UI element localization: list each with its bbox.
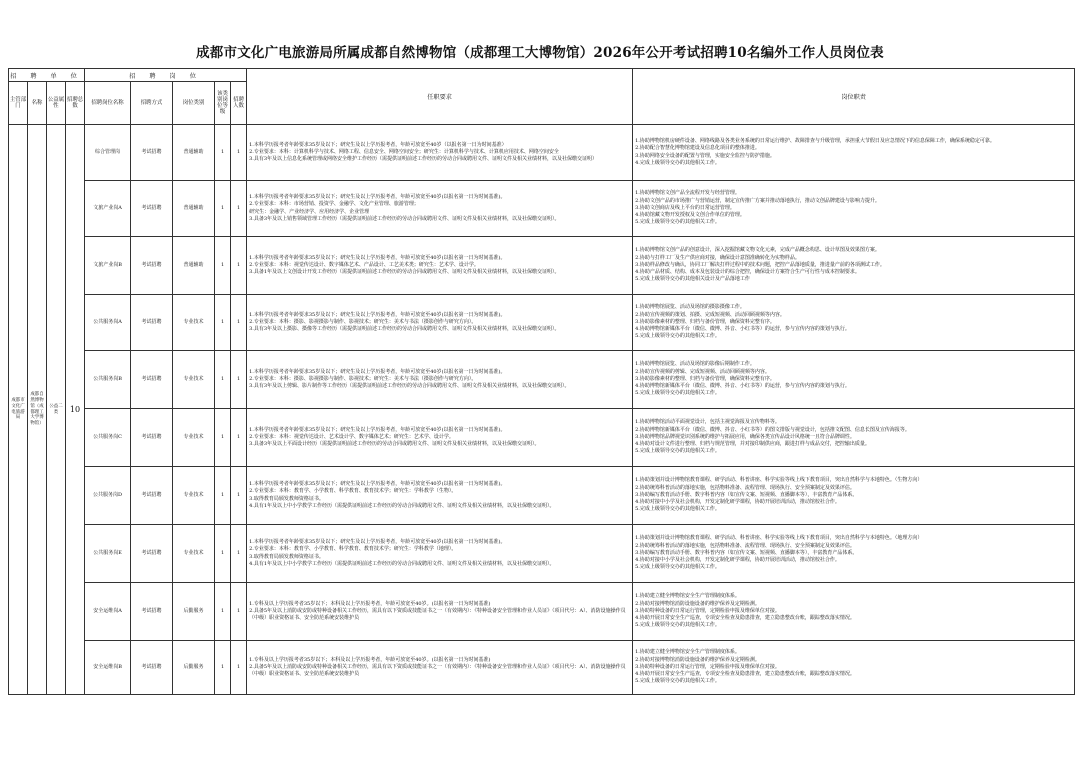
header-level: 该类别岗位等级: [215, 82, 231, 125]
post-name: 综合管理岗: [85, 125, 131, 181]
requirement-line: 1.本科学历报考者年龄要求35岁及以下；研究生及以上学历报考者，年龄可放宽至40岁(以报名第一日为时间基准)。: [249, 368, 506, 375]
duty-line: 3.协助特种设备的日常运行管理，定期检验申报及维保单位对接。: [635, 607, 780, 614]
header-group-post: 招 聘 岗 位: [85, 69, 247, 82]
post-category: 专业技术: [173, 295, 215, 351]
header-method: 招聘方式: [131, 82, 173, 125]
post-requirements: [247, 295, 633, 351]
duty-line: 3.协助编写教育活动手册、数字科普内容（如宣传文案、短视频、直播脚本等），丰富教育产品体系。: [635, 549, 858, 556]
post-duties: [633, 583, 1075, 641]
post-method: 考试招聘: [131, 351, 173, 409]
post-count: 1: [231, 641, 247, 695]
duty-line: 1.协助博物馆展览、活动及场馆的摄影摄像工作。: [635, 304, 745, 311]
post-requirements: [247, 351, 633, 409]
post-level: 1: [215, 125, 231, 181]
post-name: 公共服务岗B: [85, 351, 131, 409]
post-duties: [633, 351, 1075, 409]
post-duties: [633, 641, 1075, 695]
post-duties: [633, 467, 1075, 525]
post-category: 专业技术: [173, 409, 215, 467]
header-duties: 岗位职责: [633, 69, 1075, 125]
duty-line: 4.协助开展日常安全生产巡查，专项安全检查及隐患排查，建立隐患整改台账，跟踪整改落实情况。: [635, 671, 855, 678]
duty-line: 3.协助影像素材的整理、归档与备份管理，确保资料完整有序。: [635, 375, 775, 382]
requirement-line: 1.本科学历报考者年龄要求35岁及以下；研究生及以上学历报考者，年龄可放宽至40岁(以报名第一日为时间基准)。: [249, 481, 506, 487]
duty-line: 2.协助博物馆新媒体平台（微信、微博、抖音、小红书等）的图文排版与视觉设计，包括推文配图、信息长图及宣传海报等。: [635, 426, 910, 433]
post-category: 专业技术: [173, 525, 215, 583]
header-post-name: 招聘岗位名称: [85, 82, 131, 125]
post-category: 普通辅助: [173, 237, 215, 295]
header-name: 名称: [28, 82, 47, 125]
requirement-line: 研究生：金融学、产业经济学、应用经济学、企业管理: [249, 208, 370, 215]
requirement-line: 3.取得教育局颁发教师资格证书。: [249, 495, 324, 502]
duty-line: 5.完成上级领导交办的其他相关工作。: [635, 506, 720, 513]
duty-line: 2.协助文创产品的市场推广与营销运营，制定宣传推广方案并推动落地执行，推动文创品牌建设与影响力提升。: [635, 197, 880, 204]
post-name: 安全运维岗B: [85, 641, 131, 695]
post-name: 文旅产业岗A: [85, 181, 131, 237]
table-row: [9, 125, 1075, 181]
post-requirements: [247, 181, 633, 237]
requirement-line: 2.具备5年及以上消防或安防或特种设备相关工作经历，需具有以下资质或技能证书之一（有效期内）：《特种设备安全管理和作业人员证》（项目代号：A）、消防设施操作员（中级）职业资格证书、安全防范系统安装维护员: [249, 607, 626, 622]
post-name: 安全运维岗A: [85, 583, 131, 641]
post-requirements: [247, 583, 633, 641]
post-duties: [633, 409, 1075, 467]
page-title: 成都市文化广电旅游局所属成都自然博物馆（成都理工大博物馆）2026年公开考试招聘10名编外工作人员岗位表: [196, 45, 884, 61]
duty-line: 1.协助博物馆活动平面视觉设计，包括主视觉海报及宣传物料等。: [635, 419, 780, 426]
post-method: 考试招聘: [131, 467, 173, 525]
duty-line: 3.协助特种设备的日常运行管理，定期检验申报及维保单位对接。: [635, 663, 780, 670]
requirement-line: 1.本科学历报考者年龄要求35岁及以下；研究生及以上学历报考者，年龄可放宽至40岁(以报名第一日为时间基准)。: [249, 426, 506, 433]
table-row: [9, 409, 1075, 467]
post-duties: [633, 295, 1075, 351]
header-category: 岗位类别: [173, 82, 215, 125]
duty-line: 1.协助建立健全博物馆安全生产管理制度体系。: [635, 649, 740, 656]
unit-name: 成都自然博物馆（成都理工大学博物馆）: [28, 125, 47, 695]
post-level: 1: [215, 583, 231, 641]
requirement-line: 1.本科学历报考者年龄要求35岁及以下；研究生及以上学历报考者，年龄可放宽至40岁(以报名第一日为时间基准)。: [249, 311, 506, 318]
post-method: 考试招聘: [131, 525, 173, 583]
duty-line: 5.完成上级领导交办的其他相关设计及产品落地工作: [635, 276, 750, 283]
header-requirements: 任职要求: [247, 69, 633, 125]
table-row: [9, 467, 1075, 525]
duty-line: 3.协助编写教育活动手册、数字科普内容（如宣传文案、短视频、直播脚本等），丰富教育产品体系。: [635, 491, 858, 498]
duty-line: 1.协助博物馆文创产品的创意设计，深入挖掘馆藏文物文化元素，完成产品概念构思、设计草图及效果图方案。: [635, 247, 880, 254]
table-row: [9, 181, 1075, 237]
post-count: 1: [231, 237, 247, 295]
post-name: 公共服务岗D: [85, 467, 131, 525]
header-group-unit: 招 聘 单 位: [9, 69, 85, 82]
requirement-line: 3.取得教育局颁发教师资格证书。: [249, 553, 324, 560]
duty-line: 4.协助对设计文件进行整理、归档与规范管理，并对接印制供应商，跟进打样与成品交付，把控输出质量。: [635, 441, 870, 448]
post-category: 专业技术: [173, 467, 215, 525]
duty-line: 5.完成上级领导交办的其他相关工作。: [635, 390, 720, 397]
post-requirements: [247, 409, 633, 467]
duty-line: 4.完成上级领导交办的其他相关工作。: [635, 159, 720, 166]
duty-line: 4.协助开展日常安全生产巡查，专项安全检查及隐患排查，建立隐患整改台账，跟踪整改落实情况。: [635, 615, 855, 622]
requirement-line: 4.具有1年及以上中小学教学工作经历（需提供证明前述工作经历的劳动合同或聘用文件、证明文件及相关业绩材料，以及社保缴交证明）。: [249, 560, 555, 567]
post-level: 1: [215, 525, 231, 583]
duty-line: 5.完成上级领导交办的其他相关工作。: [635, 219, 720, 226]
post-method: 考试招聘: [131, 125, 173, 181]
post-method: 考试招聘: [131, 583, 173, 641]
post-duties: [633, 237, 1075, 295]
post-category: 后勤服务: [173, 641, 215, 695]
header-group-row: [9, 69, 1075, 82]
requirement-line: 1.本科学历报考者年龄要求35岁及以下；研究生及以上学历报考者，年龄可放宽至40岁(以报名第一日为时间基准)。: [249, 539, 506, 545]
duty-line: 5.完成上级领导交办的其他相关工作。: [635, 448, 720, 455]
requirement-line: 1.本科学历报考者年龄要求35岁及以下；研究生及以上学历报考者，年龄可放宽至40岁(以报名第一日为时间基准)。: [249, 194, 506, 200]
post-count: 1: [231, 525, 247, 583]
post-method: 考试招聘: [131, 641, 173, 695]
duty-line: 2.协助宣传视频的策划、拍摄、完成短视频、活动回顾视频等内容。: [635, 311, 785, 318]
duty-line: 1.协助策划并设计博物馆教育课程、研学活动、科普讲座、科学实验等线上线下教育项目，突出自然科学与本地特色。（地理方向）: [635, 535, 923, 542]
duty-line: 1.协助博物馆文创产品全流程开发与经营管理。: [635, 190, 740, 197]
post-level: 1: [215, 351, 231, 409]
header-count: 招聘人数: [231, 82, 247, 125]
unit-dept: 成都市文化广电旅游局: [9, 125, 28, 695]
post-count: 1: [231, 181, 247, 237]
post-requirements: [247, 525, 633, 583]
duty-line: 2.协助配合智慧化博物馆建设及信息化项目的整体推进。: [635, 145, 760, 152]
requirement-line: 2.专业要求：本科：教育学、小学教育、科学教育、教育技术学；研究生：学科教学（生物）。: [249, 488, 457, 495]
header-dept: 主管部门: [9, 82, 28, 125]
post-count: 1: [231, 583, 247, 641]
post-level: 1: [215, 295, 231, 351]
requirement-line: 2.专业要求：本科：摄影、影视摄影与制作、影视技术；研究生：美术与书法（摄影创作与研究方向）。: [249, 318, 477, 325]
duty-line: 3.协助博物馆品牌视觉识别系统的维护与拓展应用，确保各类宣传品设计风格统一且符合品牌调性。: [635, 433, 855, 440]
post-method: 考试招聘: [131, 181, 173, 237]
requirement-line: 3.具备3年及以上销售领域管理工作经历（需提供证明前述工作经历的劳动合同或聘用文件、证明文件及相关业绩材料，以及社保缴交证明）。: [249, 215, 560, 222]
table-row: [9, 641, 1075, 695]
duty-line: 5.完成上级领导交办的其他相关工作。: [635, 678, 720, 685]
post-requirements: [247, 467, 633, 525]
duty-line: 2.协助对接博物馆消防设施设备的维护保养及定期检测。: [635, 600, 760, 607]
duty-line: 4.协助博物馆新媒体平台（微信、微博、抖音、小红书等）的运营，参与宣传内容的策划与执行。: [635, 326, 850, 333]
duty-line: 4.协助馆藏文物开发授权及文创合作单位的管理。: [635, 212, 745, 219]
post-count: 1: [231, 467, 247, 525]
duty-line: 5.完成上级领导交办的其他相关工作。: [635, 564, 720, 571]
post-count: 1: [231, 351, 247, 409]
duty-line: 5.完成上级领导交办的其他相关工作。: [635, 622, 720, 629]
post-name: 公共服务岗A: [85, 295, 131, 351]
duty-line: 3.协助样品修改与确认，协同工厂解决打样过程中的技术问题，把控产品落地质量，推进量产前的各项测试工作。: [635, 261, 885, 268]
duty-line: 1.协助博物馆展览、活动及场馆的影像后期制作工作。: [635, 361, 755, 368]
requirement-line: 2.专业要求：本科：教育学、小学教育、科学教育、教育技术学；研究生：学科教学（地理）。: [249, 546, 457, 553]
duty-line: 1.协助策划并设计博物馆教育课程、研学活动、科普讲座、科学实验等线上线下教育项目，突出自然科学与本地特色。（生物方向）: [635, 477, 923, 484]
duty-line: 4.协助对接中小学及社会机构，开发定制化研学课程，协助开展培训活动，推动馆校社合作。: [635, 499, 840, 506]
unit-nature: 公益二类: [47, 125, 66, 695]
requirement-line: 1.本科学历报考者年龄要求35岁及以下；研究生及以上学历报考者，年龄可放宽至40岁（以报名第一日为时间基准）: [249, 141, 507, 148]
post-requirements: [247, 125, 633, 181]
duty-line: 1.协助博物馆机房硬件设备、网络线路及各类业务系统的日常运行维护、故障排查与升级管理，承担重大节假日及应急情况下的信息保障工作，确保系统稳定可靠。: [635, 138, 995, 144]
table-row: [9, 583, 1075, 641]
duty-line: 1.协助建立健全博物馆安全生产管理制度体系。: [635, 593, 740, 600]
post-method: 考试招聘: [131, 237, 173, 295]
post-name: 公共服务岗C: [85, 409, 131, 467]
table-row: [9, 525, 1075, 583]
requirement-line: 3.具有3年及以上信息化系统管理或网络安全维护工作经历（需提供证明前述工作经历的劳动合同或聘用文件、证明文件及相关业绩材料，以及社保缴交证明）: [249, 156, 598, 163]
requirement-line: 1.本科学历报考者年龄要求35岁及以下；研究生及以上学历报考者，年龄可放宽至40岁(以报名第一日为时间基准)。: [249, 254, 506, 261]
post-requirements: [247, 641, 633, 695]
post-count: 1: [231, 409, 247, 467]
duty-line: 3.协助文创商店及线上平台的日常运营管理。: [635, 204, 735, 211]
post-level: 1: [215, 237, 231, 295]
duty-line: 2.协助统筹科普活动的落地实施，包括物料准备、流程管理、现场执行、安全预案制定及效果评估。: [635, 484, 855, 491]
requirement-line: 3.具备3年及以上平面设计经历（需提供证明前述工作经历的劳动合同或聘用文件、证明文件及相关业绩材料，以及社保缴交证明）。: [249, 441, 540, 448]
post-level: 1: [215, 467, 231, 525]
post-method: 考试招聘: [131, 409, 173, 467]
post-duties: [633, 125, 1075, 181]
requirement-line: 3.具备1年及以上文创设计开发工作经历（需提供证明前述工作经历的劳动合同或聘用文件、证明文件及相关业绩材料，以及社保缴交证明）。: [249, 269, 560, 276]
post-name: 公共服务岗E: [85, 525, 131, 583]
duty-line: 2.协助与打样工厂及生产供应商对接，确保设计意图准确转化为实物样品。: [635, 254, 800, 261]
post-duties: [633, 181, 1075, 237]
duty-line: 3.协助影像素材的整理、归档与备份管理，确保资料完整有序。: [635, 318, 775, 325]
post-level: 1: [215, 641, 231, 695]
requirement-line: 2.专业要求：本科：视觉传达设计、艺术设计学、数字媒体艺术；研究生：艺术学、设计学。: [249, 433, 454, 440]
header-total: 招聘总数: [66, 82, 85, 125]
duty-line: 5.完成上级领导交办的其他相关工作。: [635, 333, 720, 340]
table-row: [9, 295, 1075, 351]
post-category: 普通辅助: [173, 125, 215, 181]
post-category: 后勤服务: [173, 583, 215, 641]
requirement-line: 2.专业要求：本科：视觉传达设计、数字媒体艺术、产品设计、工艺美术类；研究生：艺术学、设计学。: [249, 261, 479, 268]
requirement-line: 2.专业要求：本科：摄影、影视摄影与制作、影视技术；研究生：美术与书法（摄影创作与研究方向）。: [249, 375, 477, 382]
duty-line: 2.协助宣传视频的剪辑、完成短视频、活动回顾视频等内容。: [635, 368, 770, 375]
requirement-line: 1.专科及以上学历报考者35岁以下；本科及以上学历报考者，年龄可放宽至40岁。(以报名第一日为时间基准): [249, 656, 491, 663]
table-row: [9, 237, 1075, 295]
header-nature: 公益属性: [47, 82, 66, 125]
requirement-line: 2.具备5年及以上消防或安防或特种设备相关工作经历，需具有以下资质或技能证书之一（有效期内）：《特种设备安全管理和作业人员证》（项目代号：A）、消防设施操作员（中级）职业资格证书、安全防范系统安装维护员: [249, 663, 626, 678]
post-category: 普通辅助: [173, 181, 215, 237]
duty-line: 4.协助对接中小学及社会机构，开发定制化研学课程，协助开展培训活动，推动馆校社合作。: [635, 557, 840, 564]
post-level: 1: [215, 181, 231, 237]
duty-line: 4.协助产品材质、结构、成本及包装设计的综合把控，确保设计方案符合生产可行性与成本控制要求。: [635, 269, 860, 276]
requirement-line: 2.专业要求：本科：计算机科学与技术、网络工程、信息安全、网络空间安全；研究生：计算机科学与技术、计算机应用技术、网络空间安全: [249, 148, 559, 155]
requirement-line: 3.具有3年及以上摄影、摄像等工作经历（需提供证明前述工作经历的劳动合同或聘用文件、证明文件及相关业绩材料，以及社保缴交证明）。: [249, 326, 560, 333]
post-count: 1: [231, 125, 247, 181]
requirement-line: 2.专业要求：本科：市场营销、投资学、金融学、文化产业管理、旅游管理；: [249, 201, 419, 208]
post-method: 考试招聘: [131, 295, 173, 351]
post-category: 专业技术: [173, 351, 215, 409]
requirement-line: 1.专科及以上学历报考者35岁以下；本科及以上学历报考者，年龄可放宽至40岁。(以报名第一日为时间基准): [249, 600, 491, 607]
post-name: 文旅产业岗B: [85, 237, 131, 295]
duty-line: 3.协助网络安全设备的配置与管理，实施安全监控与防护措施。: [635, 152, 775, 159]
job-positions-table: [8, 68, 1075, 695]
post-level: 1: [215, 409, 231, 467]
duty-line: 2.协助统筹科普活动的落地实施，包括物料准备、流程管理、现场执行、安全预案制定及效果评估。: [635, 542, 855, 549]
post-count: 1: [231, 295, 247, 351]
requirement-line: 3.具有3年及以上剪辑、影片制作等工作经历（需提供证明前述工作经历的劳动合同或聘用文件、证明文件及相关业绩材料，以及社保缴交证明）。: [249, 383, 570, 390]
duty-line: 4.协助博物馆新媒体平台（微信、微博、抖音、小红书等）的运营，参与宣传内容的策划与执行。: [635, 383, 850, 390]
requirement-line: 4.具有1年及以上中小学教学工作经历（需提供证明前述工作经历的劳动合同或聘用文件、证明文件及相关业绩材料，以及社保缴交证明）。: [249, 502, 555, 509]
post-duties: [633, 525, 1075, 583]
unit-total: 10: [66, 125, 85, 695]
post-requirements: [247, 237, 633, 295]
table-row: [9, 351, 1075, 409]
duty-line: 2.协助对接博物馆消防设施设备的维护保养及定期检测。: [635, 656, 760, 663]
